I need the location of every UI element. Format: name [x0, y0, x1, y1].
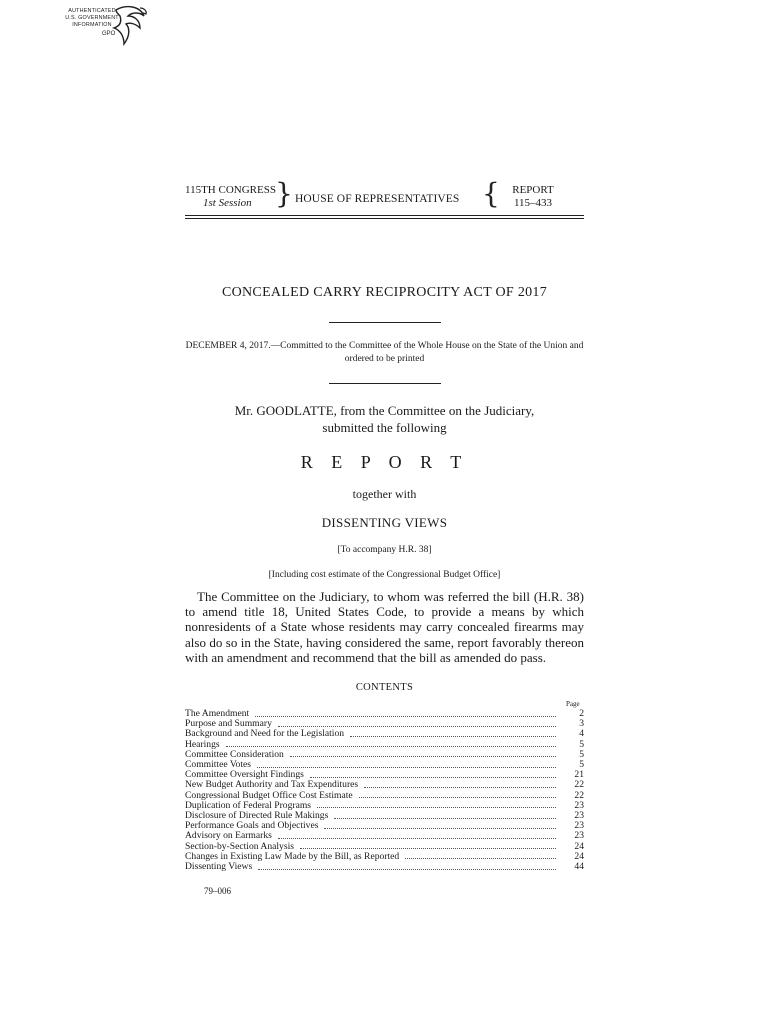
section-divider: [329, 322, 441, 323]
toc-entry-title: Dissenting Views: [185, 861, 253, 873]
toc-entry-page: 44: [574, 861, 584, 873]
toc-dot-leader: [278, 838, 556, 839]
accompany-note: [To accompany H.R. 38]: [337, 545, 432, 555]
together-with: together with: [352, 487, 417, 501]
toc-entry-page: 21: [574, 769, 584, 781]
header-rule: [185, 215, 584, 216]
toc-dot-leader: [258, 869, 556, 870]
seal-text-line: INFORMATION: [72, 22, 112, 28]
report-title: CONCEALED CARRY RECIPROCITY ACT OF 2017: [221, 285, 548, 300]
left-brace-icon: {: [482, 177, 500, 210]
toc-entry-page: 2: [579, 708, 584, 719]
toc-entry-title: The Amendment: [185, 708, 250, 719]
toc-dot-leader: [364, 787, 556, 788]
committed-text: —Committed to the Committee of the Whole House on the State of the Union and ordered to be printed: [270, 341, 584, 364]
toc-entry-page: 24: [574, 850, 584, 862]
submitted-by: [185, 402, 584, 436]
toc-dot-leader: [334, 818, 556, 819]
toc-entry-page: 22: [574, 789, 584, 801]
seal-text-line: U.S. GOVERNMENT: [65, 15, 119, 21]
congress-session-block: [185, 184, 285, 210]
toc-entry: [185, 729, 584, 739]
cost-estimate-note: [Including cost estimate of the Congressional Budget Office]: [268, 570, 501, 580]
toc-dot-leader: [317, 807, 556, 808]
report-number-block: [504, 184, 562, 210]
toc-entry-title: Disclosure of Directed Rule Makings: [185, 810, 329, 822]
toc-entry-page: 4: [579, 728, 584, 740]
toc-dot-leader: [226, 746, 556, 747]
toc-entry-title: Section-by-Section Analysis: [185, 840, 294, 852]
submitted-line-2: submitted the following: [322, 420, 447, 435]
toc-entry-title: Committee Consideration: [185, 748, 284, 760]
body-paragraph: The Committee on the Judiciary, to whom was referred the bill (H.R. 38) to amend title 18, United States Code, to provide a means by which nonresidents of a State whose residents may carry concealed firearms may also do so in the State, having considered the same, report favorably thereon with an amendment and recommend that the bill as amended do pass.: [185, 589, 584, 665]
congress-number: 115TH CONGRESS: [185, 184, 276, 196]
toc-entry-page: 24: [574, 840, 584, 852]
contents-heading: CONTENTS: [355, 682, 414, 693]
toc-entry-title: Committee Oversight Findings: [185, 769, 304, 781]
toc-entry-page: 23: [574, 799, 584, 811]
table-of-contents: [185, 709, 584, 872]
toc-entry-page: 23: [574, 820, 584, 832]
header-rule: [185, 218, 584, 219]
toc-entry-page: 23: [574, 830, 584, 842]
session-number: 1st Session: [203, 197, 252, 209]
toc-entry-title: Purpose and Summary: [185, 718, 272, 730]
seal-gpo-text: GPO: [102, 31, 116, 37]
toc-dot-leader: [310, 777, 556, 778]
toc-entry: [185, 862, 584, 872]
section-divider: [329, 383, 441, 384]
toc-entry-title: Congressional Budget Office Cost Estimate: [185, 789, 353, 801]
toc-entry-page: 22: [574, 779, 584, 791]
toc-entry-page: 23: [574, 810, 584, 822]
toc-dot-leader: [300, 848, 556, 849]
toc-dot-leader: [290, 756, 556, 757]
submitted-line-1: Mr. GOODLATTE, from the Committee on the Judiciary,: [234, 403, 535, 418]
toc-page-column-label: Page: [566, 700, 580, 708]
toc-entry-title: Committee Votes: [185, 759, 252, 771]
toc-entry-page: 5: [579, 748, 584, 760]
toc-entry-title: New Budget Authority and Tax Expenditures: [185, 779, 359, 791]
committed-date: DECEMBER 4, 2017.: [185, 341, 271, 351]
report-label: REPORT: [512, 184, 554, 196]
toc-dot-leader: [324, 828, 556, 829]
toc-entry-title: Changes in Existing Law Made by the Bill, as Reported: [185, 850, 400, 862]
gpo-authentication-seal: [60, 4, 152, 48]
toc-entry-page: 3: [579, 718, 584, 730]
eagle-icon: [110, 4, 150, 48]
right-brace-icon: }: [275, 177, 293, 210]
toc-entry-title: Advisory on Earmarks: [185, 830, 272, 842]
jacket-number: 79–006: [204, 886, 231, 896]
dissenting-views-heading: DISSENTING VIEWS: [321, 515, 448, 530]
toc-dot-leader: [350, 736, 556, 737]
toc-dot-leader: [359, 797, 556, 798]
seal-text-line: AUTHENTICATED: [68, 8, 116, 14]
toc-entry-title: Hearings: [185, 738, 220, 750]
toc-entry-title: Background and Need for the Legislation: [185, 728, 345, 740]
toc-dot-leader: [405, 858, 556, 859]
chamber-name: HOUSE OF REPRESENTATIVES: [295, 193, 460, 205]
toc-dot-leader: [257, 767, 556, 768]
toc-dot-leader: [278, 726, 556, 727]
committed-note: [185, 340, 584, 366]
toc-entry-title: Duplication of Federal Programs: [185, 799, 312, 811]
toc-entry-title: Performance Goals and Objectives: [185, 820, 319, 832]
toc-dot-leader: [255, 716, 556, 717]
report-heading: R E P O R T: [300, 452, 469, 472]
toc-entry-page: 5: [579, 759, 584, 771]
toc-entry-page: 5: [579, 738, 584, 750]
report-number: 115–433: [513, 197, 553, 209]
